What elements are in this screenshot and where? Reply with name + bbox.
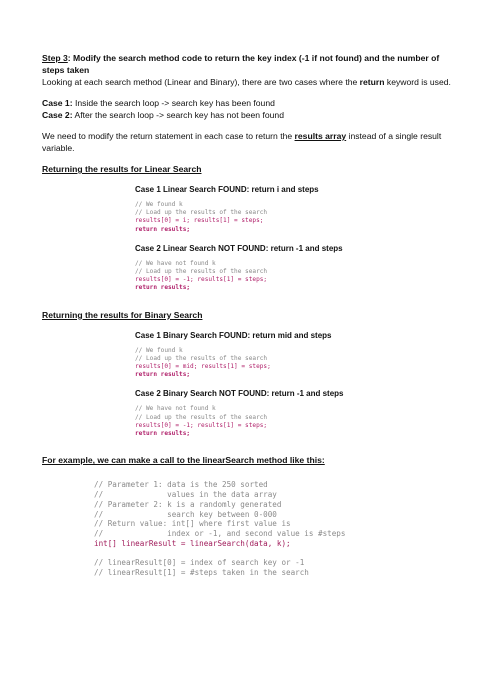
example-comment: // Parameter 2: k is a randomly generated (94, 499, 282, 509)
case2-description (42, 109, 462, 121)
example-result-comment: // linearResult[1] = #steps taken in the search (94, 567, 309, 577)
binary-case2-block (135, 388, 462, 438)
example-heading: For example, we can make a call to the linearSearch method like this: (42, 455, 325, 466)
example-comment: // Return value: int[] where first value is (94, 519, 291, 529)
case1-description (42, 97, 462, 109)
step-heading (42, 52, 462, 76)
binary-case1-title: Case 1 Binary Search FOUND: return mid and steps (135, 330, 332, 340)
code-comment: // We found k (135, 346, 183, 354)
step-intro (42, 76, 462, 88)
step-title: : Modify the search method code to return the key index (-1 if not found) and the number of steps taken (42, 53, 440, 75)
document-page (42, 52, 462, 577)
case1-label: Case 1: (42, 98, 73, 108)
code-return: return results; (135, 225, 191, 233)
example-comment: // index or -1, and second value is #steps (94, 529, 346, 539)
linear-section-heading: Returning the results for Linear Search (42, 164, 202, 174)
case1-text: Inside the search loop -> search key has been found (72, 98, 275, 108)
example-code-block (42, 480, 462, 577)
example-call-line: int[] linearResult = linearSearch(data, k); (94, 539, 291, 549)
step-label: Step 3 (42, 53, 68, 63)
results-array-term: results array (294, 131, 347, 141)
code-assignment: results[0] = i; results[1] = steps; (135, 217, 264, 225)
modify-text: We need to modify the return statement in each case to return the (42, 131, 295, 141)
modify-text-end: instead of a single result variable. (42, 131, 442, 153)
code-return: return results; (135, 371, 191, 379)
linear-case2-block (135, 243, 462, 293)
example-comment: // Parameter 1: data is the 250 sorted (94, 480, 268, 490)
intro-return-keyword: return (359, 77, 385, 87)
code-comment: // We found k (135, 201, 183, 208)
code-comment: // Load up the results of the search (135, 209, 268, 217)
code-comment: // Load up the results of the search (135, 413, 268, 421)
code-assignment: results[0] = -1; results[1] = steps; (135, 276, 268, 284)
code-assignment: results[0] = -1; results[1] = steps; (135, 421, 268, 429)
intro-text: Looking at each search method (Linear and Binary), there are two cases where the (42, 77, 360, 87)
example-comment: // values in the data array (94, 490, 277, 500)
linear-case2-title: Case 2 Linear Search NOT FOUND: return -1 and steps (135, 243, 343, 253)
code-return: return results; (135, 430, 191, 438)
code-comment: // We have not found k (135, 259, 216, 267)
code-assignment: results[0] = mid; results[1] = steps; (135, 363, 271, 371)
code-comment: // Load up the results of the search (135, 268, 268, 276)
intro-text-end: keyword is used. (384, 77, 451, 87)
example-comment: // search key between 0-000 (94, 509, 277, 519)
binary-section-heading: Returning the results for Binary Search (42, 309, 203, 320)
code-return: return results; (135, 284, 191, 292)
linear-case1-block (135, 184, 462, 234)
example-result-comment: // linearResult[0] = index of search key or -1 (94, 557, 305, 567)
case2-label: Case 2: (42, 110, 73, 120)
modify-paragraph (42, 130, 462, 154)
code-comment: // We have not found k (135, 405, 216, 413)
binary-case2-title: Case 2 Binary Search NOT FOUND: return -1 and steps (135, 389, 344, 399)
linear-case1-title: Case 1 Linear Search FOUND: return i and steps (135, 185, 319, 194)
code-comment: // Load up the results of the search (135, 354, 268, 362)
case2-text: After the search loop -> search key has not been found (72, 110, 284, 120)
binary-case1-block (135, 330, 462, 380)
